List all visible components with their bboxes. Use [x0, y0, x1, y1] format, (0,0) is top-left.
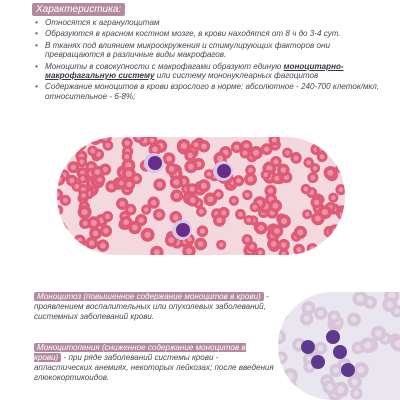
micrograph-cell-center — [327, 384, 333, 390]
red-blood-cell-center — [207, 172, 212, 177]
leukocyte-nucleus — [176, 223, 190, 237]
micrograph-cell-center — [357, 295, 364, 302]
red-blood-cell-center — [68, 245, 74, 251]
red-blood-cell-center — [258, 225, 264, 231]
micrograph-cell-center — [307, 364, 313, 370]
red-blood-cell — [57, 153, 68, 164]
red-blood-cell — [329, 240, 342, 253]
red-blood-cell-center — [57, 161, 61, 167]
monocyte-nucleus — [341, 363, 355, 377]
red-blood-cell-center — [59, 227, 64, 232]
red-blood-cell-center — [271, 241, 277, 247]
red-blood-cell-center — [314, 200, 319, 205]
monocyte-nucleus — [333, 345, 347, 359]
red-blood-cell-center — [128, 207, 133, 212]
bullet-text-after: или систему мононуклеарных фагоцитов — [154, 71, 319, 81]
micrograph-cell-center — [367, 299, 373, 305]
red-blood-cell-center — [81, 193, 86, 198]
red-blood-cell — [330, 237, 341, 248]
red-blood-cell-center — [258, 250, 263, 255]
red-blood-cell-center — [144, 232, 150, 238]
micrograph-cell-center — [351, 378, 357, 384]
red-blood-cell-center — [303, 187, 308, 192]
red-blood-cell-center — [280, 167, 286, 173]
red-blood-cell-center — [201, 183, 207, 189]
red-blood-cell-center — [78, 143, 83, 148]
red-blood-cell-center — [168, 237, 174, 243]
red-blood-cell-center — [252, 205, 257, 210]
micrograph-cell-center — [287, 383, 293, 389]
red-blood-cell-center — [243, 151, 248, 156]
red-blood-cell-center — [272, 137, 277, 142]
red-blood-cell-center — [79, 159, 84, 164]
red-blood-cell-center — [132, 224, 138, 230]
red-blood-cell-center — [200, 229, 205, 234]
red-blood-cell-center — [119, 181, 124, 186]
micrograph-cell-center — [318, 345, 324, 351]
monocytosis-note — [34, 292, 274, 322]
red-blood-cell-center — [310, 175, 315, 180]
monocyte-nucleus — [311, 355, 325, 369]
red-blood-cell — [57, 220, 65, 232]
red-blood-cell-center — [57, 158, 61, 164]
micrograph-cell-center — [287, 373, 294, 380]
red-blood-cell-center — [245, 193, 250, 198]
micrograph-cell-center — [278, 312, 284, 318]
red-blood-cell-center — [81, 209, 87, 215]
red-blood-cell-center — [123, 219, 129, 225]
monocytopenia-term: Моноцитопения (сниженное содержание моноцитов в крови) — [34, 343, 246, 362]
red-blood-cell-center — [80, 176, 85, 181]
red-blood-cell-center — [264, 147, 269, 152]
red-blood-cell-center — [138, 217, 143, 222]
bullet-text-before: Моноциты в совокупности с макрофагами образуют единую — [45, 61, 284, 71]
red-blood-cell-center — [219, 243, 224, 248]
red-blood-cell — [74, 137, 86, 146]
micrograph-cell-center — [333, 367, 339, 373]
red-blood-cell-center — [181, 143, 187, 149]
red-blood-cell-center — [194, 142, 199, 147]
red-blood-cell-center — [93, 231, 99, 237]
red-blood-cell-center — [285, 150, 290, 155]
bullet-mononuclear-system — [34, 62, 386, 81]
red-blood-cell-center — [173, 179, 179, 185]
red-blood-cell — [57, 246, 64, 255]
red-blood-cell-center — [157, 182, 163, 188]
red-blood-cell — [75, 140, 86, 151]
red-blood-cell — [337, 231, 345, 244]
red-blood-cell — [328, 224, 342, 238]
red-blood-cell-center — [207, 196, 213, 202]
red-blood-cell-center — [126, 171, 132, 177]
micrograph-cell-center — [337, 386, 344, 393]
blood-smear-image — [57, 137, 345, 255]
characteristics-heading: Характеристика: — [32, 3, 125, 16]
red-blood-cell-center — [151, 200, 157, 206]
red-blood-cell-center — [331, 195, 336, 200]
red-blood-cell-center — [248, 176, 254, 182]
red-blood-cell-center — [334, 144, 340, 150]
red-blood-cell-center — [71, 165, 76, 170]
monocyte-nucleus — [301, 340, 315, 354]
leukocyte-nucleus — [148, 156, 162, 170]
red-blood-cell-center — [173, 215, 179, 221]
red-blood-cell-center — [144, 207, 149, 212]
red-blood-cell — [325, 137, 336, 143]
micrograph-cell-center — [318, 310, 324, 316]
red-blood-cell — [57, 157, 65, 171]
red-blood-cell-center — [333, 243, 339, 249]
red-blood-cell-center — [74, 184, 79, 189]
red-blood-cell-center — [201, 143, 207, 149]
red-blood-cell-center — [340, 212, 345, 217]
bullet-origin: • Образуются в красном костном мозге, в крови находятся от 8 ч до 3-4 сут. — [34, 29, 386, 38]
micrograph-cell-center — [351, 316, 357, 322]
mononuclear-system-term: моноцитарно-макрофагальную систему — [45, 61, 344, 81]
red-blood-cell-center — [188, 153, 193, 158]
red-blood-cell-center — [150, 138, 155, 143]
red-blood-cell-center — [253, 150, 259, 156]
red-blood-cell-center — [273, 159, 278, 164]
red-blood-cell-center — [305, 212, 310, 217]
red-blood-cell-center — [100, 243, 106, 249]
micrograph-cell-center — [304, 316, 310, 322]
monocytopenia-description: - при ряде заболеваний системы крови - апластических анемиях, некоторых лейкозах; после введения глюкокортикоидов. — [34, 353, 274, 382]
red-blood-cell-center — [327, 170, 333, 176]
red-blood-cell-center — [306, 160, 311, 165]
red-blood-cell-center — [105, 214, 110, 219]
micrograph-cell-center — [331, 314, 337, 320]
red-blood-cell-center — [342, 137, 345, 141]
red-blood-cell-center — [319, 146, 324, 151]
monocyte-micrograph — [278, 292, 400, 400]
red-blood-cell-center — [297, 229, 303, 235]
red-blood-cell-center — [338, 187, 343, 192]
micrograph-cell-center — [354, 391, 360, 397]
micrograph-cell — [278, 308, 288, 321]
red-blood-cell-center — [199, 209, 204, 214]
red-blood-cell-center — [95, 169, 101, 175]
red-blood-cell-center — [156, 212, 162, 218]
leukocyte-nucleus — [217, 164, 231, 178]
red-blood-cell-center — [274, 228, 280, 234]
red-blood-cell-center — [78, 137, 83, 142]
monocyte-nucleus — [326, 330, 340, 344]
characteristics-list — [34, 18, 386, 103]
micrograph-cell-center — [357, 366, 364, 373]
micrograph-cell-center — [375, 330, 382, 337]
red-blood-cell-center — [232, 198, 237, 203]
red-blood-cell-center — [263, 172, 268, 177]
red-blood-cell-center — [216, 192, 221, 197]
red-blood-cell-center — [328, 137, 333, 140]
red-blood-cell-center — [333, 240, 338, 245]
red-blood-cell-center — [169, 166, 175, 172]
red-blood-cell — [340, 137, 345, 144]
red-blood-cell-center — [103, 228, 109, 234]
red-blood-cell-center — [274, 176, 279, 181]
red-blood-cell — [64, 241, 78, 255]
monocytosis-description: - проявлением воспалительных или опухолевых заболеваний, системных заболеваний крови. — [34, 292, 269, 321]
micrograph-cell — [283, 384, 298, 399]
red-blood-cell-center — [234, 145, 239, 150]
red-blood-cell-center — [281, 242, 286, 247]
red-blood-cell-center — [250, 244, 255, 249]
red-blood-cell-center — [60, 156, 65, 161]
red-blood-cell — [330, 140, 343, 153]
bullet-agranulocytes: • Относятся к агранулоцитам — [34, 18, 386, 27]
red-blood-cell-center — [341, 234, 345, 240]
red-blood-cell-center — [338, 166, 343, 171]
red-blood-cell-center — [83, 221, 88, 226]
red-blood-cell-center — [332, 228, 338, 234]
micrograph-cell-center — [279, 355, 285, 361]
red-blood-cell-center — [310, 246, 315, 251]
red-blood-cell-center — [190, 186, 195, 191]
red-blood-cell — [307, 243, 319, 255]
micrograph-illustration — [278, 292, 400, 400]
micrograph-cell-center — [386, 301, 393, 308]
red-blood-cell — [335, 163, 345, 173]
red-blood-cell-center — [216, 217, 222, 223]
red-blood-cell-center — [124, 154, 129, 159]
red-blood-cell-center — [89, 240, 95, 246]
red-blood-cell-center — [106, 143, 111, 148]
red-blood-cell-center — [190, 197, 196, 203]
red-blood-cell-center — [57, 224, 62, 229]
red-blood-cell-center — [126, 182, 131, 187]
red-blood-cell-center — [245, 237, 250, 242]
red-blood-cell — [57, 224, 68, 236]
bullet-macrophages: • В тканях под влиянием микроокружения и стимулирующих факторов они превращаются в различные виды макрофагов. — [34, 41, 386, 60]
red-blood-cell-center — [152, 146, 158, 152]
red-blood-cell-center — [188, 164, 194, 170]
blood-smear-illustration — [57, 137, 345, 255]
bullet-normal-count: • Содержание моноцитов в крови взрослого в норме: абсолютное - 240-700 клеток/мкл, относительное - 6-8%; — [34, 82, 386, 101]
micrograph-cell-center — [305, 305, 311, 311]
red-blood-cell-center — [221, 210, 226, 215]
red-blood-cell-center — [236, 178, 241, 183]
micrograph-cell — [284, 380, 297, 393]
red-blood-cell-center — [174, 193, 180, 199]
red-blood-cell-center — [268, 188, 273, 193]
red-blood-cell-center — [63, 198, 68, 203]
red-blood-cell-center — [90, 148, 95, 153]
red-blood-cell-center — [217, 156, 223, 162]
red-blood-cell-center — [166, 156, 172, 162]
red-blood-cell-center — [125, 140, 130, 145]
monocytosis-term: Моноцитоз (повышенное содержание моноцитов в крови) — [34, 292, 264, 301]
red-blood-cell-center — [248, 168, 253, 173]
monocytopenia-note — [34, 343, 274, 383]
red-blood-cell-center — [320, 154, 325, 159]
micrograph-cell-center — [287, 388, 294, 395]
red-blood-cell-center — [57, 250, 61, 255]
red-blood-cell-center — [273, 203, 279, 209]
red-blood-cell-center — [281, 218, 287, 224]
red-blood-cell-center — [296, 247, 301, 252]
red-blood-cell-center — [322, 209, 328, 215]
red-blood-cell — [57, 155, 64, 167]
micrograph-cell-center — [278, 375, 283, 380]
red-blood-cell-center — [119, 201, 125, 207]
red-blood-cell-center — [198, 241, 204, 247]
red-blood-cell-center — [91, 220, 97, 226]
red-blood-cell-center — [294, 155, 299, 160]
red-blood-cell-center — [186, 248, 192, 254]
red-blood-cell-center — [246, 218, 251, 223]
red-blood-cell — [74, 241, 85, 252]
red-blood-cell-center — [313, 166, 318, 171]
micrograph-cell-center — [364, 342, 371, 349]
red-blood-cell-center — [238, 212, 243, 217]
red-blood-cell-center — [77, 244, 82, 249]
